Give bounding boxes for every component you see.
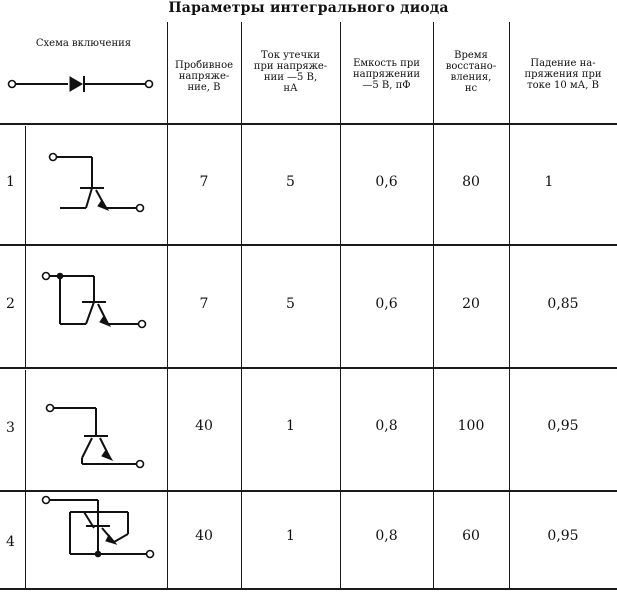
circuit-scheme-2 — [40, 266, 160, 336]
cell-drop: 0,95 — [547, 528, 579, 544]
header-recovery — [433, 50, 509, 94]
header-line: токе 10 мА, В — [527, 80, 599, 91]
row-divider — [0, 244, 617, 246]
cell-breakdown: 7 — [199, 296, 209, 312]
header-breakdown — [167, 60, 241, 93]
cell-breakdown: 40 — [195, 418, 213, 434]
row-number: 2 — [6, 296, 15, 312]
header-line: при напряже- — [253, 61, 328, 72]
circuit-scheme-3 — [40, 398, 160, 478]
row-number: 4 — [6, 534, 15, 550]
circuit-scheme-1 — [40, 150, 160, 220]
table-title: Параметры интегрального диода — [168, 0, 449, 16]
header-line: нии —5 В, — [263, 72, 318, 83]
cell-breakdown: 40 — [195, 528, 213, 544]
header-line: —5 В, пФ — [362, 80, 411, 91]
diode-symbol — [0, 70, 167, 100]
header-line: Ток утечки — [261, 50, 320, 61]
header-scheme-text: Схема включения — [35, 38, 132, 49]
header-line: Пробивное — [174, 60, 234, 71]
cell-capacity: 0,6 — [375, 174, 398, 190]
header-line: нс — [464, 83, 478, 94]
cell-leakage: 5 — [286, 296, 295, 312]
cell-leakage: 5 — [286, 174, 295, 190]
header-line: Падение на- — [530, 58, 596, 69]
row-divider — [0, 588, 617, 590]
row-number: 3 — [6, 420, 15, 436]
header-scheme — [0, 38, 167, 49]
row-divider — [0, 123, 617, 125]
cell-drop: 0,85 — [547, 296, 579, 312]
header-line: напряжении — [352, 69, 421, 80]
header-capacity — [340, 58, 433, 91]
cell-drop: 0,95 — [547, 418, 579, 434]
column-divider — [25, 370, 26, 590]
cell-recovery: 80 — [462, 174, 480, 190]
cell-drop: 1 — [544, 174, 554, 190]
header-line: Время — [454, 50, 488, 61]
cell-capacity: 0,8 — [375, 528, 398, 544]
cell-leakage: 1 — [286, 418, 295, 434]
column-divider — [25, 126, 26, 367]
header-line: нА — [283, 83, 298, 94]
header-line: ние, В — [187, 82, 221, 93]
header-leakage — [241, 50, 340, 94]
row-number: 1 — [6, 174, 15, 190]
cell-leakage: 1 — [286, 528, 295, 544]
header-drop — [509, 58, 617, 91]
cell-recovery: 100 — [457, 418, 485, 434]
row-divider — [0, 490, 617, 492]
header-line: пряжения при — [524, 69, 602, 80]
cell-capacity: 0,6 — [375, 296, 398, 312]
circuit-scheme-4 — [40, 494, 160, 572]
header-line: восстано- — [445, 61, 497, 72]
cell-recovery: 20 — [462, 296, 480, 312]
cell-recovery: 60 — [462, 528, 480, 544]
cell-capacity: 0,8 — [375, 418, 398, 434]
header-line: вления, — [450, 72, 492, 83]
row-divider — [0, 367, 617, 369]
cell-breakdown: 7 — [199, 174, 209, 190]
header-line: Емкость при — [353, 58, 420, 69]
header-line: напряже- — [178, 71, 230, 82]
